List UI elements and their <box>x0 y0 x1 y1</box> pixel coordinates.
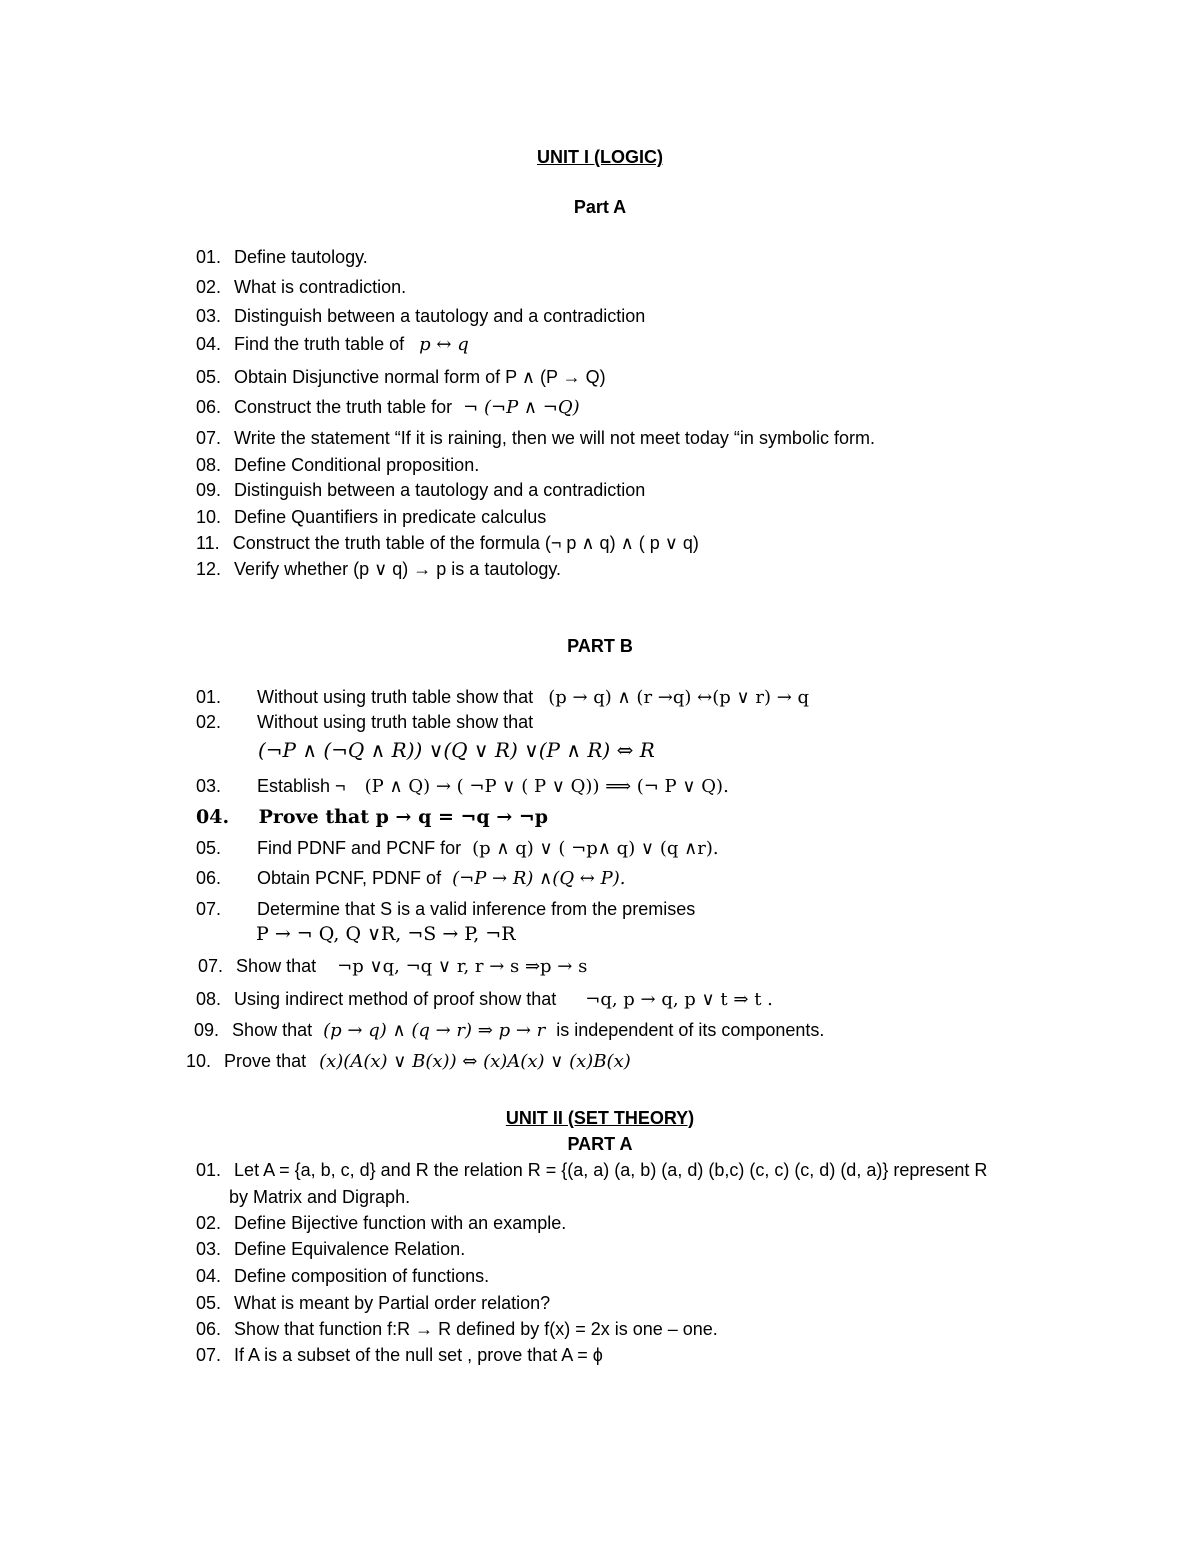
item-number: 06. <box>196 397 222 417</box>
item-text: Define Equivalence Relation. <box>234 1239 466 1259</box>
formula-line: P → ¬ Q, Q ∨R, ¬S → P, ¬R <box>256 923 516 945</box>
item-text: If A is a subset of the null set , prove that A = ϕ <box>234 1345 603 1365</box>
list-item <box>196 429 875 447</box>
item-number: 07. <box>198 956 224 976</box>
item-text: Define Bijective function with an example. <box>234 1213 567 1233</box>
list-item <box>196 307 645 325</box>
item-text: Construct the truth table for <box>234 397 453 417</box>
list-item <box>196 456 479 474</box>
item-text: Define Conditional proposition. <box>234 455 480 475</box>
item-number: 04. <box>196 1266 222 1286</box>
item-math: (p → q) ∧ (r →q) ↔(p ∨ r) → q <box>548 687 810 708</box>
item-number: 01. <box>196 687 222 707</box>
item-number: 03. <box>196 1239 222 1259</box>
item-text: Without using truth table show that <box>257 712 534 732</box>
item-math: p ↔ q <box>419 334 469 355</box>
item-text: Write the statement “If it is raining, then we will not meet today “in symbolic form. <box>234 428 875 448</box>
item-number: 01. <box>196 247 222 267</box>
item-text: Prove that <box>224 1051 307 1071</box>
item-math: (x)(A(x) ∨ B(x)) ⇔ (x)A(x) ∨ (x)B(x) <box>319 1051 631 1072</box>
list-item <box>196 839 719 858</box>
list-item <box>196 508 546 526</box>
unit1-title: UNIT I (LOGIC) <box>537 147 663 167</box>
list-item-continuation: by Matrix and Digraph. <box>229 1187 411 1207</box>
list-item <box>196 808 548 827</box>
item-number: 05. <box>196 367 222 387</box>
list-item <box>196 481 645 499</box>
list-item <box>196 248 368 266</box>
item-number: 09. <box>194 1020 220 1040</box>
item-tail: is independent of its components. <box>556 1020 825 1040</box>
unit1-partb-heading: PART B <box>567 636 633 656</box>
item-math: (p ∧ q) ∨ ( ¬p∧ q) ∨ (q ∧r). <box>472 838 719 859</box>
item-number: 02. <box>196 712 222 732</box>
item-number: 06. <box>196 1319 222 1339</box>
item-text: Obtain Disjunctive normal form of P ∧ (P → Q) <box>234 367 606 387</box>
list-item <box>196 1294 550 1312</box>
list-item <box>196 1240 465 1258</box>
item-number: 03. <box>196 306 222 326</box>
item-number: 05. <box>196 1293 222 1313</box>
item-text: Distinguish between a tautology and a contradiction <box>234 306 646 326</box>
list-item <box>194 1021 824 1040</box>
unit1-parta-heading: Part A <box>573 197 627 217</box>
list-item <box>196 278 406 296</box>
item-math: (¬P → R) ∧(Q ↔ P). <box>452 868 626 889</box>
item-text: Verify whether (p ∨ q) → p is a tautology. <box>234 559 562 579</box>
item-number: 07. <box>196 899 222 919</box>
item-text: Find PDNF and PCNF for <box>257 838 462 858</box>
item-number: 03. <box>196 776 222 796</box>
list-item <box>196 368 606 386</box>
item-math: (p → q) ∧ (q → r) ⇒ p → r <box>323 1020 546 1041</box>
item-number: 02. <box>196 277 222 297</box>
list-item <box>196 1346 603 1364</box>
list-item <box>196 335 469 354</box>
item-number: 02. <box>196 1213 222 1233</box>
item-number: 06. <box>196 868 222 888</box>
item-text: Determine that S is a valid inference from the premises <box>257 899 696 919</box>
list-item <box>196 560 561 578</box>
item-text: Without using truth table show that <box>257 687 534 707</box>
list-item <box>196 1267 489 1285</box>
item-number: 08. <box>196 455 222 475</box>
item-number: 12. <box>196 559 222 579</box>
item-text: Show that <box>236 956 317 976</box>
list-item <box>196 1161 987 1179</box>
item-text: Let A = {a, b, c, d} and R the relation R = {(a, a) (a, b) (a, d) (b,c) (c, c) (c, d) (d, a)} represent R <box>234 1160 988 1180</box>
list-item <box>196 777 729 796</box>
item-text: Using indirect method of proof show that <box>234 989 557 1009</box>
item-number: 05. <box>196 838 222 858</box>
item-number: 09. <box>196 480 222 500</box>
item-text: Define composition of functions. <box>234 1266 490 1286</box>
item-text: Define Quantifiers in predicate calculus <box>234 507 547 527</box>
item-text: What is meant by Partial order relation? <box>234 1293 551 1313</box>
item-number: 04. <box>196 806 230 828</box>
item-text: Construct the truth table of the formula (¬ p ∧ q) ∧ ( p ∨ q) <box>232 533 699 553</box>
list-item <box>196 534 699 552</box>
item-text: Obtain PCNF, PDNF of <box>257 868 442 888</box>
item-text: Find the truth table of <box>234 334 405 354</box>
item-math: ¬p ∨q, ¬q ∨ r, r → s ⇒p → s <box>337 956 588 977</box>
list-item <box>196 688 809 707</box>
item-number: 10. <box>196 507 222 527</box>
item-math: ¬ (¬P ∧ ¬Q) <box>463 397 580 418</box>
list-item <box>186 1052 631 1071</box>
unit2-title: UNIT II (SET THEORY) <box>505 1108 695 1128</box>
item-text: Distinguish between a tautology and a contradiction <box>234 480 646 500</box>
item-math: ¬q, p → q, p ∨ t ⇒ t . <box>585 989 773 1010</box>
item-number: 11. <box>196 533 220 553</box>
item-text: Define tautology. <box>234 247 368 267</box>
list-item <box>196 900 695 918</box>
item-number: 01. <box>196 1160 222 1180</box>
item-number: 07. <box>196 428 222 448</box>
list-item <box>196 713 533 731</box>
formula-line: (¬P ∧ (¬Q ∧ R)) ∨(Q ∨ R) ∨(P ∧ R) ⇔ R <box>258 738 655 762</box>
unit2-parta-heading: PART A <box>567 1134 633 1154</box>
item-text: Show that function f:R → R defined by f(x) = 2x is one – one. <box>234 1319 718 1339</box>
list-item <box>196 869 625 888</box>
item-number: 08. <box>196 989 222 1009</box>
list-item <box>196 990 773 1009</box>
list-item <box>198 957 587 976</box>
list-item <box>196 1214 566 1232</box>
item-text: Show that <box>232 1020 313 1040</box>
list-item <box>196 398 580 417</box>
item-number: 10. <box>186 1051 212 1071</box>
item-math: (P ∧ Q) → ( ¬P ∨ ( P ∨ Q)) ⟹ (¬ P ∨ Q). <box>364 776 729 797</box>
item-text: Establish ¬ <box>257 776 346 796</box>
item-text: Prove that p → q = ¬q → ¬p <box>258 806 549 828</box>
item-number: 07. <box>196 1345 222 1365</box>
item-text: What is contradiction. <box>234 277 407 297</box>
list-item <box>196 1320 718 1338</box>
item-number: 04. <box>196 334 222 354</box>
